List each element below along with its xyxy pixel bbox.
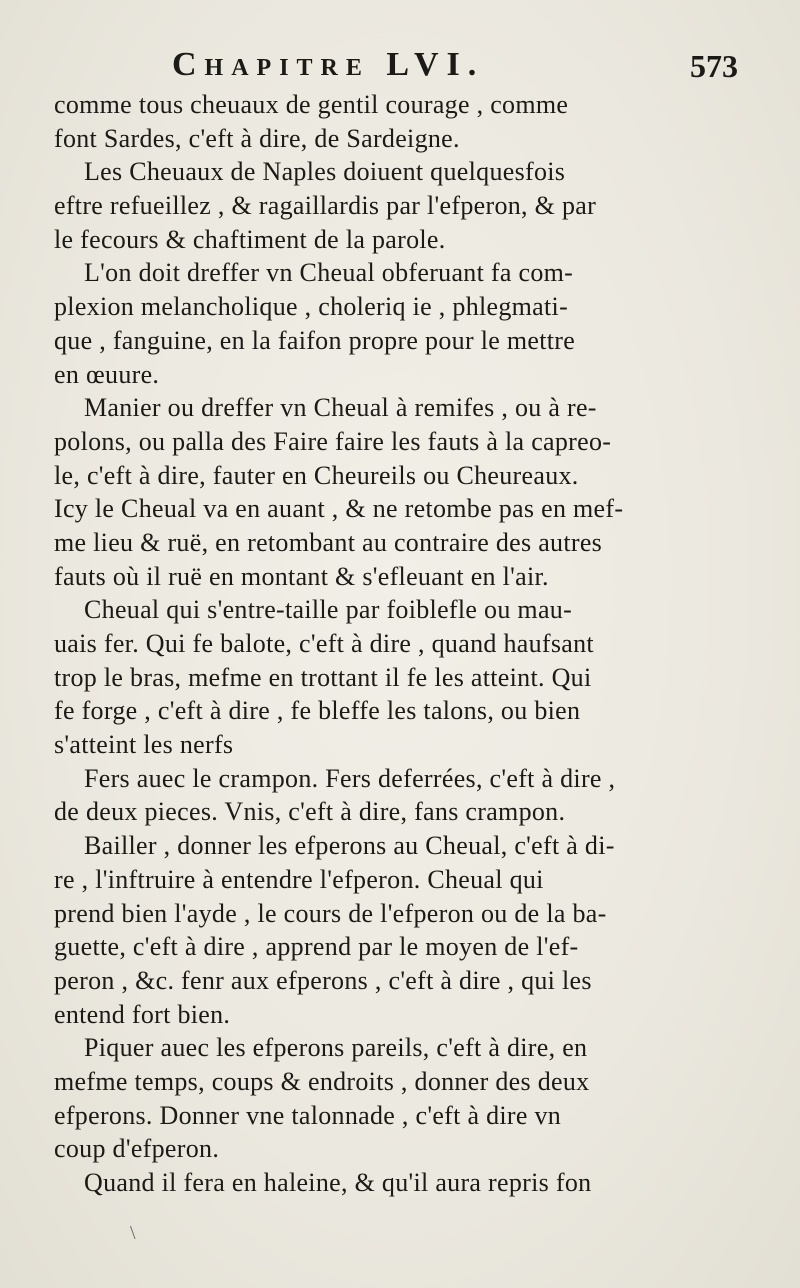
text-line: mefme temps, coups & endroits , donner des deux	[54, 1066, 590, 1096]
text-line: Fers auec le crampon. Fers deferrées, c'eft à dire ,	[84, 763, 616, 793]
running-head: Chapitre LVI.	[172, 46, 485, 83]
page-number: 573	[690, 48, 738, 84]
text-line: Les Cheuaux de Naples doiuent quelquesfois	[84, 157, 566, 187]
text-line: que , fanguine, en la faifon propre pour le mettre	[54, 325, 576, 355]
text-line: trop le bras, mefme en trottant il fe les atteint. Qui	[54, 662, 592, 692]
text-line: Bailler , donner les efperons au Cheual, c'eft à di-	[84, 831, 615, 861]
text-line: fauts où il ruë en montant & s'efleuant en l'air.	[54, 561, 549, 591]
body-text	[54, 88, 714, 1200]
page-header	[60, 46, 740, 94]
smudge-mark: \	[130, 1222, 136, 1244]
text-line: comme tous cheuaux de gentil courage , comme	[54, 90, 569, 119]
text-line: Icy le Cheual va en auant , & ne retombe pas en mef-	[54, 494, 624, 524]
text-line: font Sardes, c'eft à dire, de Sardeigne.	[54, 123, 460, 153]
text-line: s'atteint les nerfs	[54, 730, 234, 760]
text-line: re , l'inftruire à entendre l'efperon. Cheual qui	[54, 864, 544, 894]
text-line: guette, c'eft à dire , apprend par le moyen de l'ef-	[54, 932, 579, 962]
text-line: eftre refueillez , & ragaillardis par l'efperon, & par	[54, 191, 597, 221]
text-line: Cheual qui s'entre-taille par foiblefle ou mau-	[84, 595, 573, 625]
text-line: en œuure.	[54, 359, 160, 389]
text-line: Piquer auec les efperons pareils, c'eft à dire, en	[84, 1033, 588, 1063]
text-line: polons, ou palla des Faire faire les fauts à la capreo-	[54, 426, 612, 456]
text-line: L'on doit dreffer vn Cheual obferuant fa com-	[84, 258, 574, 288]
text-line: coup d'efperon.	[54, 1134, 220, 1164]
text-line: prend bien l'ayde , le cours de l'efperon ou de la ba-	[54, 898, 607, 928]
text-line: Manier ou dreffer vn Cheual à remifes , ou à re-	[84, 393, 597, 423]
text-line: entend fort bien.	[54, 999, 231, 1029]
text-line: plexion melancholique , choleriq ie , phlegmati-	[54, 292, 569, 322]
text-line: efperons. Donner vne talonnade , c'eft à dire vn	[54, 1100, 562, 1130]
text-line: peron , &c. fenr aux efperons , c'eft à dire , qui les	[54, 965, 592, 995]
text-line: Quand il fera en haleine, & qu'il aura repris fon	[84, 1168, 592, 1197]
text-line: le fecours & chaftiment de la parole.	[54, 224, 446, 254]
text-line: fe forge , c'eft à dire , fe bleffe les talons, ou bien	[54, 696, 581, 726]
text-line: uais fer. Qui fe balote, c'eft à dire , quand haufsant	[54, 629, 594, 658]
text-line: me lieu & ruë, en retombant au contraire des autres	[54, 527, 603, 557]
text-line: le, c'eft à dire, fauter en Cheureils ou Cheureaux.	[54, 460, 579, 490]
text-line: de deux pieces. Vnis, c'eft à dire, fans crampon.	[54, 797, 566, 827]
